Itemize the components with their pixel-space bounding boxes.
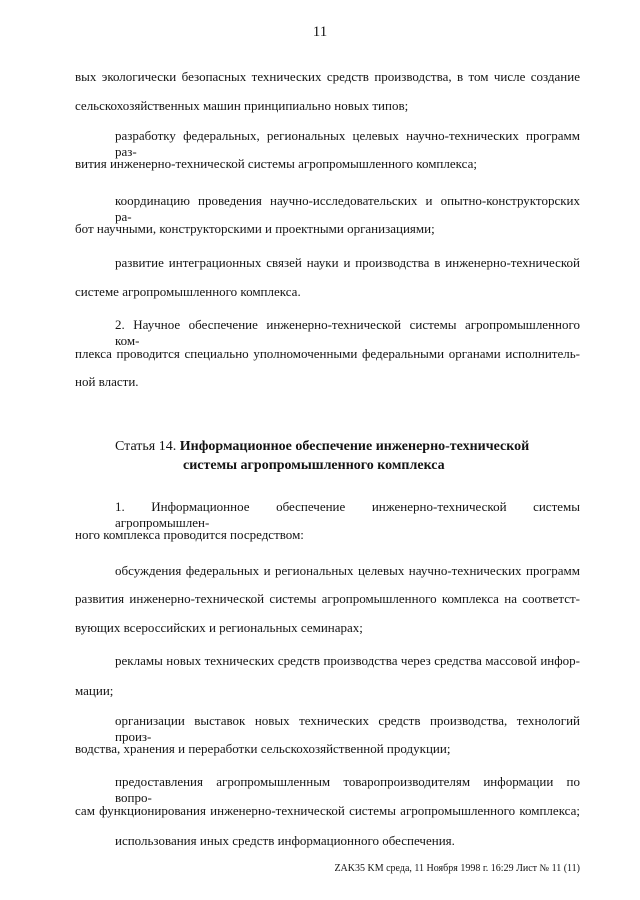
text-line: ной власти.	[75, 374, 139, 389]
text-line: мации;	[75, 683, 114, 698]
text-line: сельскохозяйственных машин принципиально новых типов;	[75, 98, 409, 113]
article-title-line2: системы агропромышленного комплекса	[183, 458, 445, 473]
text-line: плекса проводится специально уполномоченными федеральными органами исполнитель-	[75, 346, 580, 361]
text-line: системе агропромышленного комплекса.	[75, 284, 301, 299]
text-line: развития инженерно-технической системы агропромышленного комплекса на соответст-	[75, 591, 580, 606]
text-line: развитие интеграционных связей науки и производства в инженерно-технической	[115, 255, 580, 270]
text-line: организации выставок новых технических средств производства, технологий произ-	[115, 713, 580, 744]
text-line: ного комплекса проводится посредством:	[75, 527, 304, 542]
text-line: предоставления агропромышленным товаропроизводителям информации по вопро-	[115, 774, 580, 805]
article-heading	[115, 438, 529, 455]
article-title-line1: Информационное обеспечение инженерно-технической	[179, 439, 530, 454]
text-line: координацию проведения научно-исследовательских и опытно-конструкторских ра-	[115, 193, 580, 224]
text-line: вующих всероссийских и региональных семинарах;	[75, 620, 363, 635]
text-line: 1. Информационное обеспечение инженерно-технической системы агропромышлен-	[115, 499, 580, 530]
text-line: водства, хранения и переработки сельскохозяйственной продукции;	[75, 741, 451, 756]
text-line: 2. Научное обеспечение инженерно-технической системы агропромышленного ком-	[115, 317, 580, 348]
page-footer: ZAK35 KM среда, 11 Ноября 1998 г. 16:29 Лист № 11 (11)	[334, 863, 580, 874]
text-line: обсуждения федеральных и региональных целевых научно-технических программ	[115, 563, 580, 578]
text-line: вых экологически безопасных технических средств производства, в том числе создание	[75, 69, 580, 84]
text-line: вития инженерно-технической системы агропромышленного комплекса;	[75, 156, 477, 171]
page-number: 11	[312, 24, 328, 40]
text-line: сам функционирования инженерно-технической системы агропромышленного комплекса;	[75, 803, 580, 818]
text-line: бот научными, конструкторскими и проектными организациями;	[75, 221, 435, 236]
text-line: использования иных средств информационного обеспечения.	[115, 833, 455, 848]
text-line: рекламы новых технических средств производства через средства массовой инфор-	[115, 653, 580, 668]
article-number: Статья 14.	[115, 439, 177, 454]
article-heading-line2	[183, 457, 445, 474]
text-line: разработку федеральных, региональных целевых научно-технических программ раз-	[115, 128, 580, 159]
